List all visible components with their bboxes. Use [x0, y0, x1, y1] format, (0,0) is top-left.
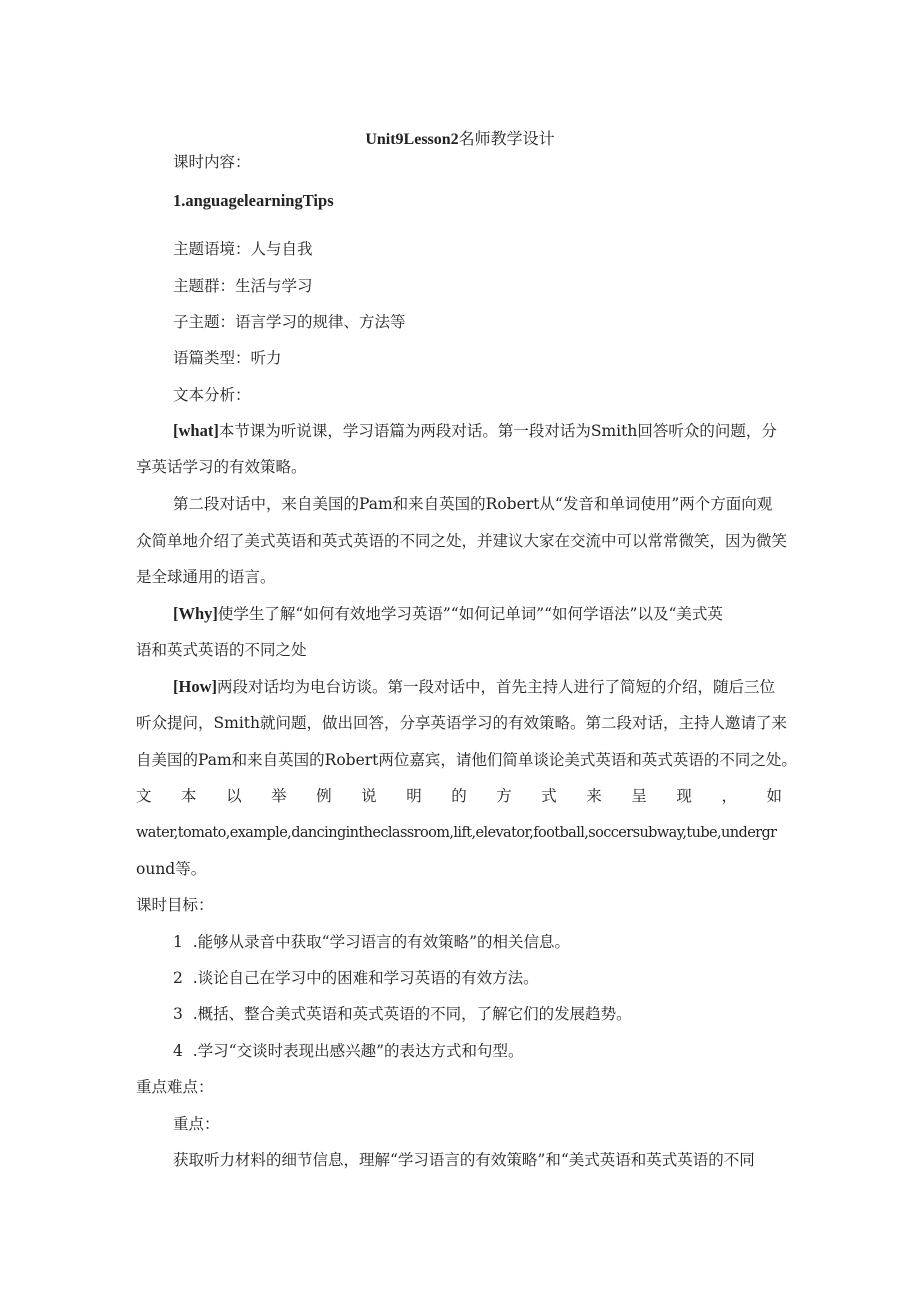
second-dialogue-line2: 众简单地介绍了美式英语和英式英语的不同之处，并建议大家在交流中可以常常微笑，因为微笑 [136, 532, 788, 550]
what-text-line1: 本节课为听说课，学习语篇为两段对话。第一段对话为Smith回答听众的问题，分 [218, 422, 777, 440]
sub-theme: 子主题：语言学习的规律、方法等 [173, 313, 406, 331]
second-dialogue-line1: 第二段对话中，来自美国的Pam和来自英国的Robert从“发音和单词使用”两个方面向观 [173, 495, 773, 513]
what-paragraph-line2: 享英话学习的有效策略。 [136, 458, 307, 476]
why-tag: [Why] [173, 604, 218, 623]
why-paragraph-line1 [173, 604, 723, 624]
key-points-label: 重点难点： [136, 1078, 214, 1096]
second-dialogue-line3: 是全球通用的语言。 [136, 568, 276, 586]
what-paragraph-line1 [173, 421, 784, 441]
objective-item: 4 .学习“交谈时表现出感兴趣”的表达方式和句型。 [173, 1042, 524, 1060]
why-paragraph-line2: 语和英式英语的不同之处 [136, 641, 307, 659]
how-tag: [How] [173, 677, 217, 696]
lesson-name: 1.anguagelearningTips [173, 191, 334, 210]
course-content-label: 课时内容： [173, 153, 251, 171]
key-text-line1: 获取听力材料的细节信息，理解“学习语言的有效策略”和“美式英语和英式英语的不同 [173, 1151, 755, 1169]
how-paragraph-line3: 自美国的Pam和来自英国的Robert两位嘉宾，请他们简单谈论美式英语和英式英语的不同之处。 [136, 751, 797, 769]
how-paragraph-line6: ound等。 [136, 860, 207, 878]
theme-group: 主题群：生活与学习 [173, 277, 313, 295]
title-english: Unit9Lesson2 [365, 131, 459, 148]
theme-context: 主题语境：人与自我 [173, 240, 313, 258]
objectives-label: 课时目标： [136, 896, 214, 914]
text-analysis-label: 文本分析： [173, 386, 251, 404]
how-text-line1: 两段对话均为电台访谈。第一段对话中，首先主持人进行了简短的介绍，随后三位 [217, 678, 776, 696]
how-paragraph-line5: water,tomato,example,dancingintheclassroom,lift,elevator,football,soccersubway,tube,undergr [136, 825, 777, 841]
document-title [0, 129, 920, 150]
what-tag: [what] [173, 421, 219, 440]
key-label: 重点： [173, 1115, 220, 1133]
text-type: 语篇类型：听力 [173, 349, 282, 367]
title-chinese: 名师教学设计 [458, 129, 555, 148]
how-paragraph-line2: 听众提问，Smith就问题，做出回答，分享英语学习的有效策略。第二段对话，主持人邀请了来 [136, 714, 787, 732]
how-paragraph-line1 [173, 677, 775, 697]
objective-item: 2 .谈论自己在学习中的困难和学习英语的有效方法。 [173, 969, 539, 987]
objective-item: 3 .概括、整合美式英语和英式英语的不同，了解它们的发展趋势。 [173, 1005, 632, 1023]
why-text-line1: 使学生了解“如何有效地学习英语”“如何记单词”“如何学语法”以及“美式英 [217, 605, 723, 623]
how-paragraph-line4: 文本以举例说明的方式来呈现，如 [136, 787, 784, 805]
objective-item: 1 .能够从录音中获取“学习语言的有效策略”的相关信息。 [173, 933, 570, 951]
